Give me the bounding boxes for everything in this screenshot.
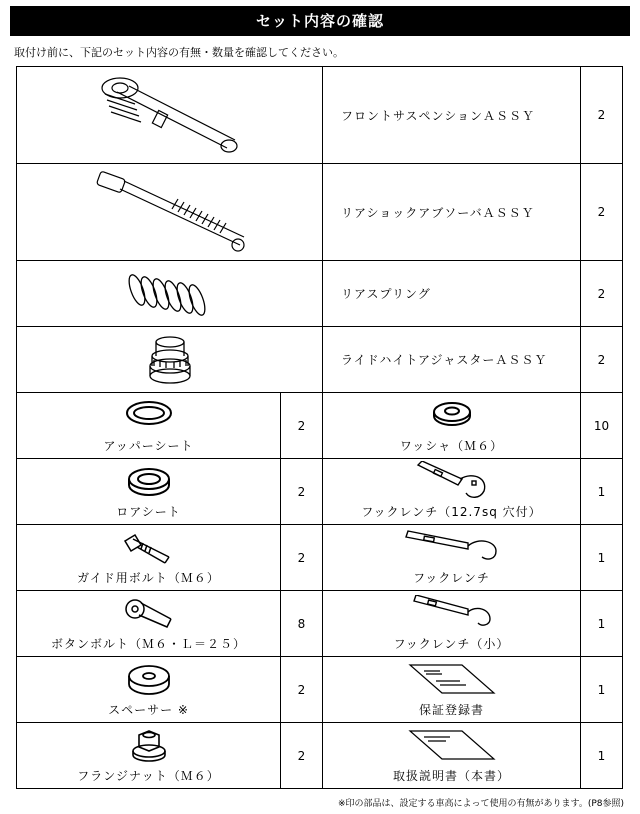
flange-nut-icon bbox=[129, 729, 169, 763]
upper-seat-icon bbox=[124, 399, 174, 429]
front-suspension-icon bbox=[95, 70, 245, 160]
part-qty: 2 bbox=[581, 327, 623, 393]
part-image-cell bbox=[17, 723, 281, 789]
part-name: フランジナット（Ｍ６） bbox=[77, 769, 220, 783]
part-name: ロアシート bbox=[116, 505, 181, 519]
button-bolt-icon bbox=[121, 597, 177, 631]
part-image-cell bbox=[323, 459, 581, 525]
hook-wrench-icon bbox=[402, 529, 502, 563]
part-qty: 10 bbox=[581, 393, 623, 459]
part-qty: 2 bbox=[581, 67, 623, 164]
part-name: ワッシャ（Ｍ６） bbox=[399, 439, 504, 453]
part-image-cell bbox=[323, 591, 581, 657]
table-row bbox=[17, 657, 623, 723]
part-image-cell bbox=[17, 164, 323, 261]
hook-wrench-holed-icon bbox=[414, 461, 490, 501]
part-name: スペーサー ※ bbox=[108, 703, 189, 717]
page-title: セット内容の確認 bbox=[10, 6, 630, 36]
table-row bbox=[17, 261, 623, 327]
part-name: 取扱説明書（本書） bbox=[392, 769, 510, 783]
hook-wrench-small-icon bbox=[410, 595, 494, 629]
part-image-cell bbox=[17, 591, 281, 657]
part-qty: 1 bbox=[581, 723, 623, 789]
table-row bbox=[17, 459, 623, 525]
spacer-icon bbox=[124, 663, 174, 699]
table-row bbox=[17, 525, 623, 591]
part-qty: 2 bbox=[581, 164, 623, 261]
rear-shock-icon bbox=[90, 167, 250, 257]
part-name: フックレンチ bbox=[413, 571, 490, 585]
lower-seat-icon bbox=[124, 465, 174, 499]
parts-table bbox=[16, 66, 623, 789]
footnote: ※印の部品は、設定する車高によって使用の有無があります。(P8参照) bbox=[338, 799, 624, 809]
table-row bbox=[17, 591, 623, 657]
part-image-cell bbox=[17, 327, 323, 393]
part-image-cell bbox=[17, 525, 281, 591]
table-row bbox=[17, 327, 623, 393]
warranty-card-icon bbox=[406, 661, 498, 697]
part-image-cell bbox=[323, 657, 581, 723]
part-qty: 8 bbox=[281, 591, 323, 657]
table-row bbox=[17, 67, 623, 164]
part-name: リアショックアブソーバＡＳＳＹ bbox=[323, 164, 581, 261]
part-qty: 2 bbox=[581, 261, 623, 327]
intro-text: 取付け前に、下記のセット内容の有無・数量を確認してください。 bbox=[14, 46, 344, 59]
part-image-cell bbox=[17, 657, 281, 723]
part-image-cell bbox=[323, 525, 581, 591]
guide-bolt-icon bbox=[119, 531, 179, 565]
part-qty: 1 bbox=[581, 657, 623, 723]
part-qty: 2 bbox=[281, 657, 323, 723]
part-image-cell bbox=[323, 393, 581, 459]
part-qty: 1 bbox=[581, 591, 623, 657]
part-qty: 2 bbox=[281, 393, 323, 459]
table-row bbox=[17, 723, 623, 789]
part-qty: 2 bbox=[281, 459, 323, 525]
part-qty: 1 bbox=[581, 525, 623, 591]
part-qty: 1 bbox=[581, 459, 623, 525]
table-row bbox=[17, 164, 623, 261]
rear-spring-icon bbox=[125, 268, 215, 320]
part-image-cell bbox=[17, 261, 323, 327]
part-name: フックレンチ（小） bbox=[393, 637, 510, 651]
part-name: ボタンボルト（Ｍ６・Ｌ＝２５） bbox=[50, 637, 246, 651]
part-image-cell bbox=[323, 723, 581, 789]
part-name: ライドハイトアジャスターＡＳＳＹ bbox=[323, 327, 581, 393]
ride-height-adjuster-icon bbox=[140, 332, 200, 388]
part-name: フックレンチ（12.7sq 穴付） bbox=[361, 505, 542, 519]
part-qty: 2 bbox=[281, 723, 323, 789]
part-qty: 2 bbox=[281, 525, 323, 591]
manual-icon bbox=[406, 727, 498, 763]
part-name: ガイド用ボルト（Ｍ６） bbox=[77, 571, 220, 585]
part-image-cell bbox=[17, 67, 323, 164]
part-name: 保証登録書 bbox=[418, 703, 484, 717]
part-name: リアスプリング bbox=[323, 261, 581, 327]
part-image-cell bbox=[17, 393, 281, 459]
part-name: フロントサスペンションＡＳＳＹ bbox=[323, 67, 581, 164]
washer-icon bbox=[430, 399, 474, 429]
part-image-cell bbox=[17, 459, 281, 525]
part-name: アッパーシート bbox=[103, 439, 194, 453]
table-row bbox=[17, 393, 623, 459]
